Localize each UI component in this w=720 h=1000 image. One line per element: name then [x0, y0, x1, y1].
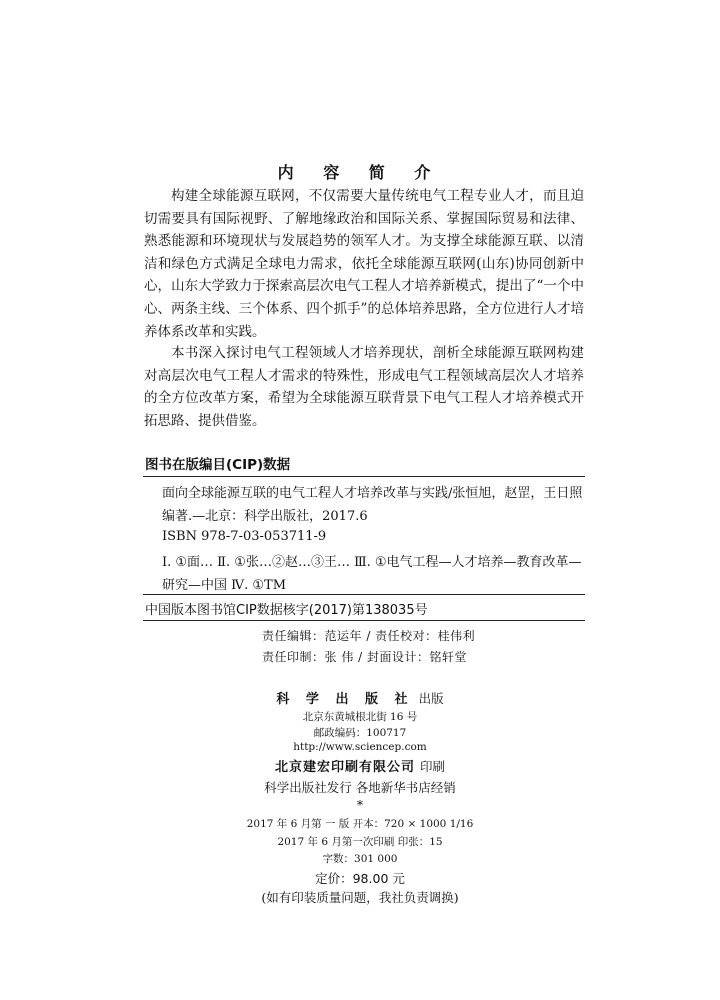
word-count: 字数：301 000: [322, 853, 398, 865]
cip-middle-rule: [143, 594, 585, 595]
edition-line-2: 2017 年 6 月第一次印刷 印张：15: [277, 836, 443, 848]
printer-name: 北京建宏印刷有限公司: [274, 760, 415, 775]
quality-notice: (如有印装质量问题，我社负责调换): [261, 890, 459, 905]
credits-production: 责任印制：张 伟 / 封面设计：铭轩堂: [262, 650, 467, 664]
price: 定价：98.00 元: [315, 871, 405, 886]
edition-line-1: 2017 年 6 月第 一 版 开本：720 × 1000 1/16: [246, 818, 474, 830]
synopsis-paragraph-1: 构建全球能源互联网，不仅需要大量传统电气工程专业人才，而且迫切需要具有国际视野、了解地缘政治和国际关系、掌握国际贸易和法律、熟悉能源和环境现状与发展趋势的领军人才。为支撑全球能源互联、以清洁和绿色方式满足全球电力需求，依托全球能源互联网(山东)协同创新中心，山东大学致力于探索高层次电气工程人才培养新模式，提出了“一个中心、两条主线、三个体系、四个抓手”的总体培养思路，全方位进行人才培养体系改革和实践。: [144, 188, 584, 340]
cip-entry: 面向全球能源互联的电气工程人才培养改革与实践/张恒旭，赵罡，王日照编著.—北京：科学出版社，2017.6: [162, 486, 583, 524]
cip-classification: Ⅰ. ①面… Ⅱ. ①张…②赵…③王… Ⅲ. ①电气工程—人才培养—教育改革—研究—中国 Ⅳ. ①TM: [162, 555, 582, 593]
credits-editors: 责任编辑：范运年 / 责任校对：桂伟利: [262, 629, 476, 643]
synopsis-title: 内 容 简 介: [277, 163, 443, 182]
cip-archive-number: 中国版本图书馆CIP数据核字(2017)第138035号: [145, 603, 428, 618]
cip-bottom-rule: [143, 620, 585, 621]
cip-isbn: ISBN 978-7-03-053711-9: [162, 529, 327, 544]
printer-role: 印刷: [420, 759, 446, 774]
publisher-postcode: 邮政编码：100717: [313, 727, 407, 739]
cip-top-rule: [143, 476, 585, 477]
publisher-address: 北京东黄城根北街 16 号: [302, 711, 418, 723]
publisher-url: http://www.sciencep.com: [293, 741, 427, 753]
printer-line: [0, 756, 720, 775]
cip-heading: 图书在版编目(CIP)数据: [145, 457, 291, 473]
publisher-role: 出版: [418, 691, 444, 706]
synopsis-paragraph-2: 本书深入探讨电气工程领域人才培养现状，剖析全球能源互联网构建对高层次电气工程人才需求的特殊性，形成电气工程领域高层次人才培养的全方位改革方案，希望为全球能源互联背景下电气工程人才培养模式开拓思路、提供借鉴。: [144, 345, 584, 429]
publisher-line: [0, 688, 720, 707]
distribution-line: 科学出版社发行 各地新华书店经销: [264, 780, 456, 795]
separator-asterisk: *: [356, 797, 364, 812]
publisher-name: 科 学 出 版 社: [276, 692, 414, 707]
